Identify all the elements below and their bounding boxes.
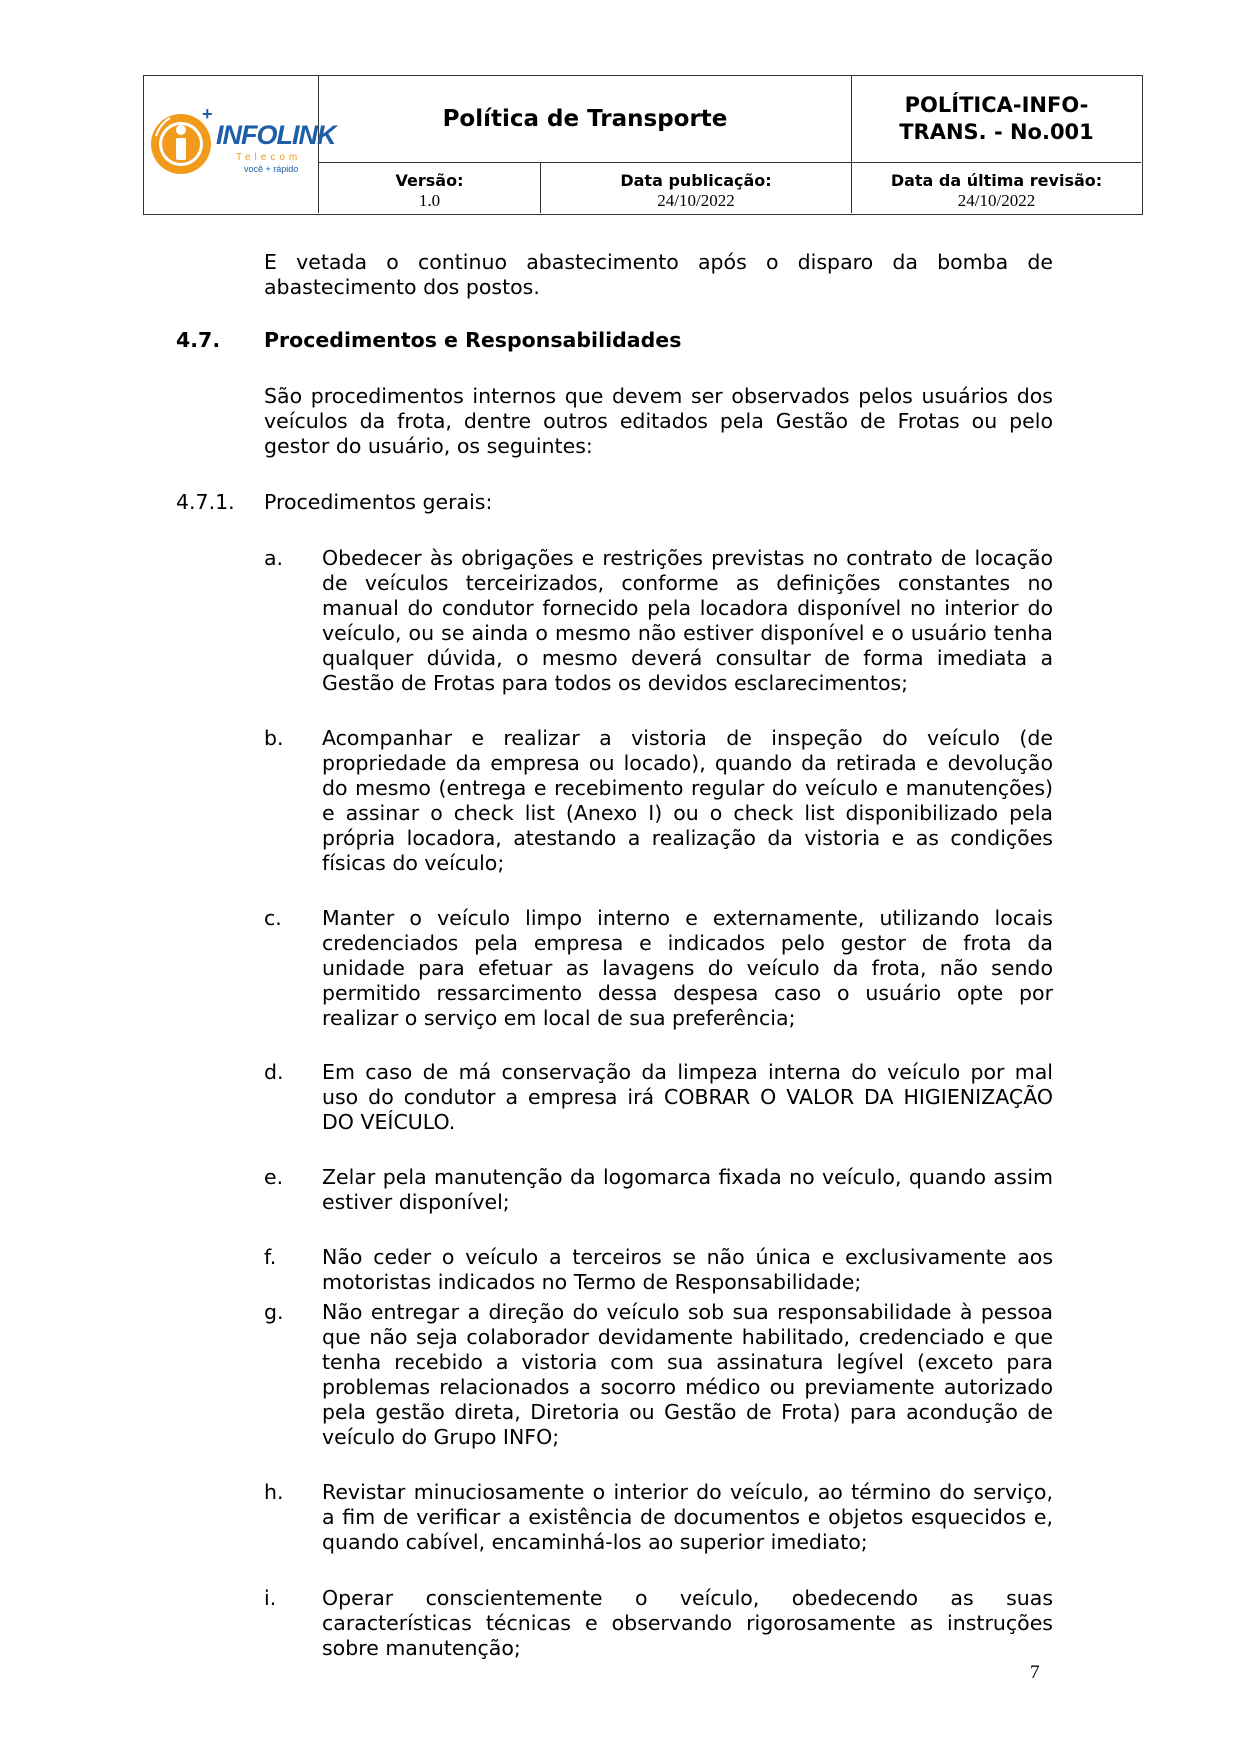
- logo-cell: [144, 76, 336, 213]
- list-item: Revistar minuciosamente o interior do veículo, ao término do serviço, a fim de verificar a existência de documentos e objetos esquecidos e, quando cabível, encaminhá-los ao superior imediato;: [322, 1480, 1053, 1554]
- item-letter: c.: [264, 906, 282, 930]
- item-letter: h.: [264, 1480, 284, 1504]
- logo-subtitle: Telecom: [236, 152, 302, 163]
- list-item: Operar conscientemente o veículo, obedecendo as suas características técnicas e observando rigorosamente as instruções sobre manutenção;: [322, 1586, 1053, 1660]
- version-cell: [319, 163, 541, 213]
- list-item: Obedecer às obrigações e restrições previstas no contrato de locação de veículos terceirizados, conforme as definições constantes no manual do condutor fornecido pela locadora disponível no interior do veículo, ou se ainda o mesmo não estiver disponível e o usuário tenha qualquer dúvida, o mesmo deverá consultar de forma imediata a Gestão de Frotas para todos os devidos esclarecimentos;: [322, 546, 1053, 695]
- document-code-line1: POLÍTICA-INFO-: [904, 93, 1089, 117]
- list-item: Não entregar a direção do veículo sob sua responsabilidade à pessoa que não seja colaborador devidamente habilitado, credenciado e que tenha recebido a vistoria com sua assinatura legível (exceto para problemas relacionados a socorro médico ou previamente autorizado pela gestão direta, Diretoria ou Gestão de Frota) para acondução de veículo do Grupo INFO;: [322, 1300, 1053, 1449]
- revised-value: 24/10/2022: [957, 191, 1036, 210]
- intro-paragraph: E vetada o continuo abastecimento após o disparo da bomba de abastecimento dos postos.: [264, 250, 1053, 299]
- list-item: Em caso de má conservação da limpeza interna do veículo por mal uso do condutor a empresa irá COBRAR O VALOR DA HIGIENIZAÇÃO DO VEÍCULO.: [322, 1060, 1053, 1134]
- item-letter: f.: [264, 1245, 277, 1269]
- revised-label: Data da última revisão:: [890, 171, 1103, 190]
- infolink-emblem-icon: [148, 106, 218, 178]
- item-letter: g.: [264, 1300, 284, 1324]
- published-cell: [541, 163, 852, 213]
- subsection-number: 4.7.1.: [176, 490, 235, 514]
- section-paragraph: São procedimentos internos que devem ser observados pelos usuários dos veículos da frota, dentre outros editados pela Gestão de Frotas ou pelo gestor do usuário, os seguintes:: [264, 384, 1053, 458]
- subsection-title: Procedimentos gerais:: [264, 490, 493, 514]
- item-letter: d.: [264, 1060, 284, 1084]
- list-item: Não ceder o veículo a terceiros se não única e exclusivamente aos motoristas indicados no Termo de Responsabilidade;: [322, 1245, 1053, 1294]
- section-title: Procedimentos e Responsabilidades: [264, 328, 682, 352]
- revised-cell: [852, 163, 1141, 213]
- infolink-logo: [148, 106, 336, 178]
- version-value: 1.0: [418, 191, 441, 210]
- document-header: [143, 75, 1143, 215]
- published-label: Data publicação:: [620, 171, 772, 190]
- document-code: [852, 76, 1141, 163]
- list-item: Acompanhar e realizar a vistoria de inspeção do veículo (de propriedade da empresa ou locado), quando da retirada e devolução do mesmo (entrega e recebimento regular do veículo e manutenções) e assinar o check list (Anexo I) ou o check list disponibilizado pela própria locadora, atestando a realização da vistoria e as condições físicas do veículo;: [322, 726, 1053, 875]
- page-number: 7: [1030, 1662, 1040, 1683]
- item-letter: b.: [264, 726, 284, 750]
- list-item: Zelar pela manutenção da logomarca fixada no veículo, quando assim estiver disponível;: [322, 1165, 1053, 1214]
- item-letter: e.: [264, 1165, 284, 1189]
- svg-text:+: +: [202, 106, 213, 124]
- document-code-line2: TRANS. - No.001: [899, 120, 1094, 144]
- item-letter: a.: [264, 546, 284, 570]
- logo-tagline: você + rápido: [244, 164, 299, 174]
- item-letter: i.: [264, 1586, 277, 1610]
- list-item: Manter o veículo limpo interno e externamente, utilizando locais credenciados pela empresa e indicados pelo gestor de frota da unidade para efetuar as lavagens do veículo da frota, não sendo permitido ressarcimento dessa despesa caso o usuário opte por realizar o serviço em local de sua preferência;: [322, 906, 1053, 1030]
- version-label: Versão:: [395, 171, 464, 190]
- section-number: 4.7.: [176, 328, 221, 352]
- logo-wordmark: INFOLINK: [216, 120, 336, 150]
- document-title: Política de Transporte: [319, 76, 852, 163]
- published-value: 24/10/2022: [657, 191, 735, 210]
